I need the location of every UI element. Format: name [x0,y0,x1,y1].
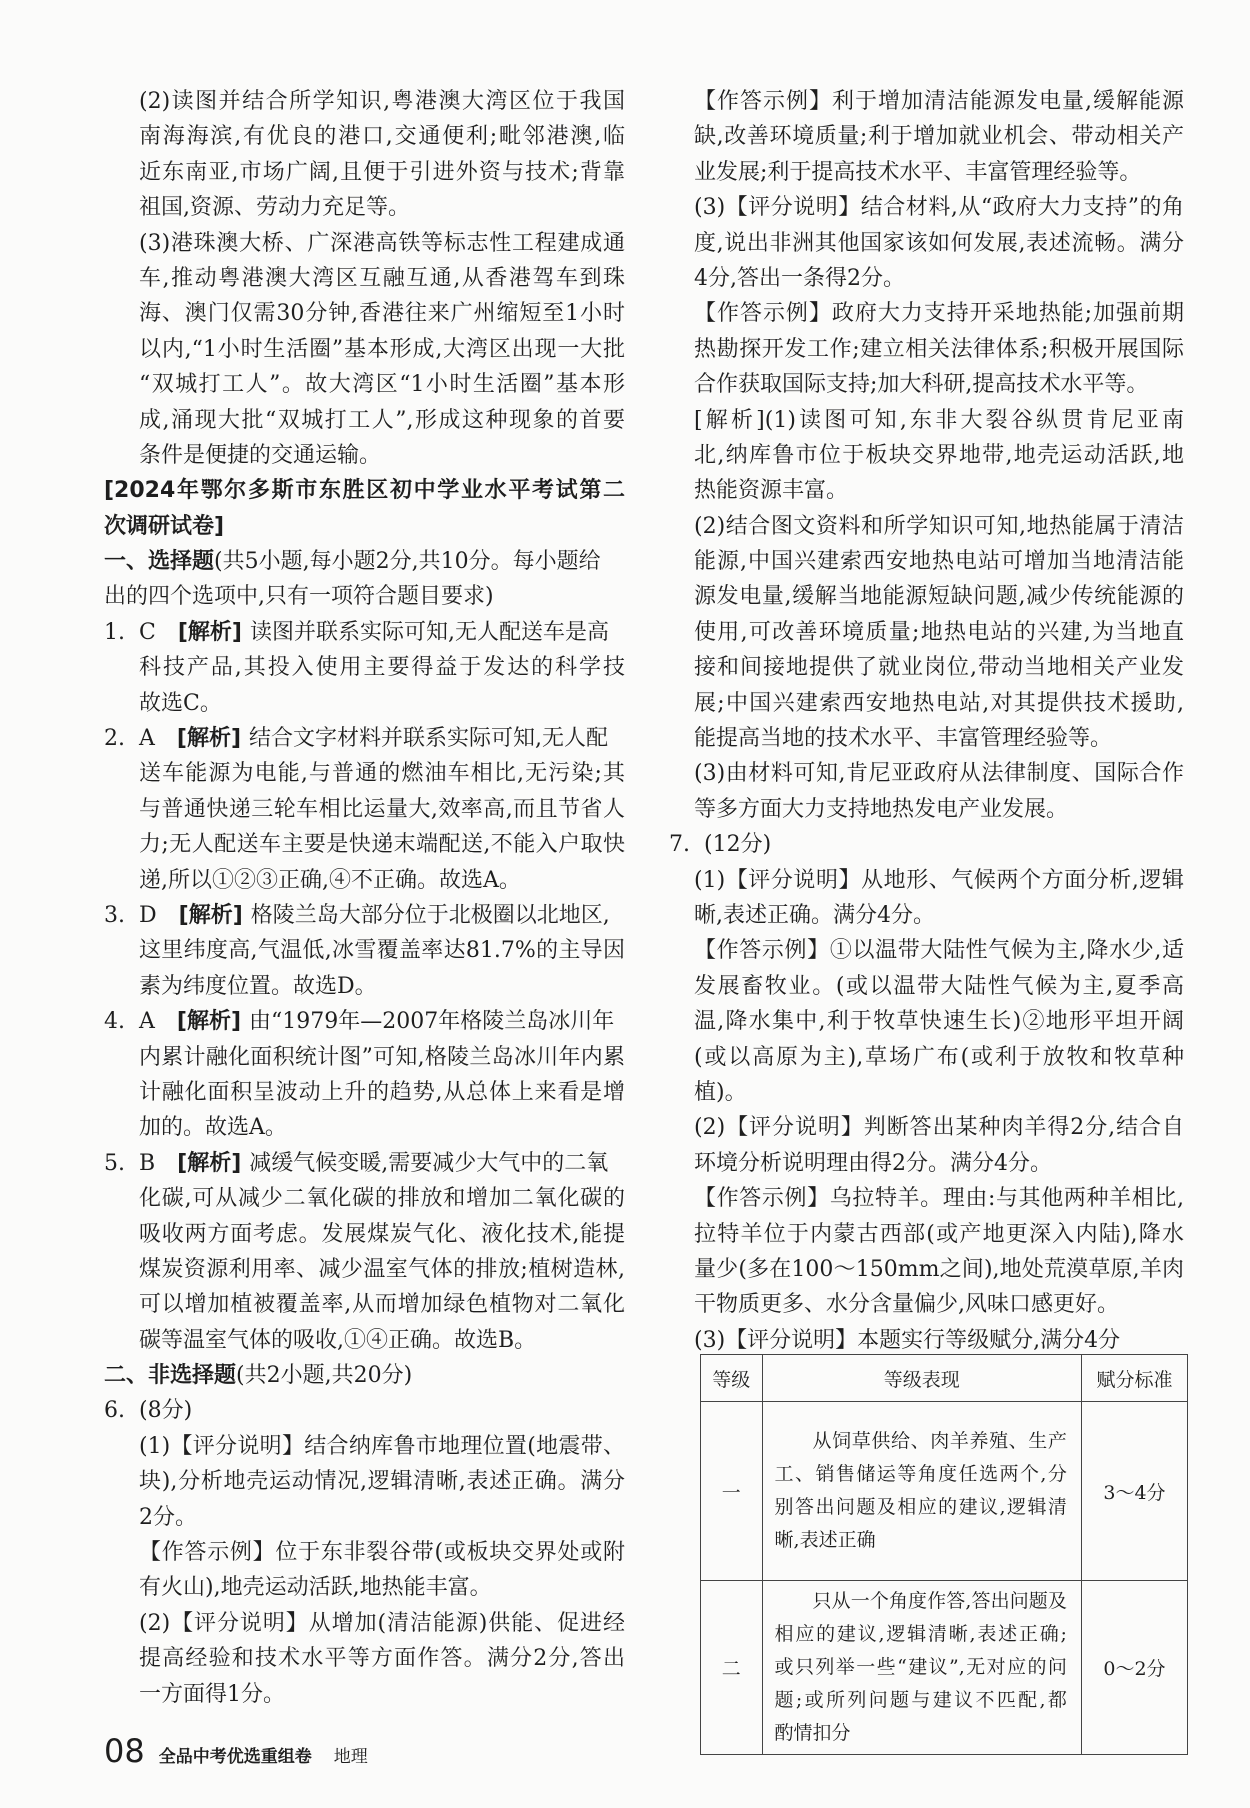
text-line: 北,纳库鲁市位于板块交界地带,地壳运动活跃,地 [694,442,1184,468]
text-line: 4分,答出一条得2分。 [694,265,905,291]
paragraph [669,190,1184,296]
question-number: 5. [104,1150,125,1176]
text-line: (3)【评分说明】本题实行等级赋分,满分4分 [694,1327,1121,1353]
analysis-tag: [解析] [176,726,242,752]
text-line: 缺,改善环境质量;利于增加就业机会、带动相关产 [694,124,1184,150]
book-title: 全品中考优选重组卷 [158,1747,312,1767]
paragraph [669,933,1184,1110]
text-line [104,615,625,650]
line-text: (共5小题,每小题2分,共10分。每小题给 [214,549,601,575]
question-number: 6. [104,1398,125,1424]
text-line: 热勘探开发工作;建立相关法律体系;积极开展国际 [694,336,1184,362]
question-item [104,1393,625,1428]
paragraph [669,1110,1184,1181]
header-level: 等级 [701,1355,763,1402]
text-line: 干物质更多、水分含量偏少,风味口感更好。 [694,1292,1119,1318]
paragraph [104,226,625,474]
cell-line: 相应的建议,逻辑清晰,表述正确; [774,1623,1067,1645]
performance-cell [762,1581,1081,1755]
line-text: (共2小题,共20分) [236,1363,413,1389]
answer: B [139,1150,156,1176]
text-line: 车,推动粤港澳大湾区互融互通,从香港驾车到珠 [139,265,625,291]
text-line: 使用,可改善环境质量;地热电站的兴建,为当地直 [694,619,1184,645]
line-text: 读图并联系实际可知,无人配送车是高 [249,619,609,645]
text-line [104,898,625,933]
text-line [104,721,625,756]
text-line: 发展畜牧业。(或以温带大陆性气候为主,夏季高 [694,973,1184,999]
text-line: (3)港珠澳大桥、广深港高铁等标志性工程建成通 [139,230,625,256]
paragraph [669,296,1184,402]
paragraph [669,863,1184,934]
performance-cell [762,1402,1081,1581]
answer: A [139,726,155,752]
text-line: 吸收两方面考虑。发展煤炭气化、液化技术,能提 [139,1221,625,1247]
text-line: 计融化面积呈波动上升的趋势,从总体上来看是增 [139,1079,625,1105]
text-line: 故选C。 [139,690,222,716]
answer: (12分) [704,832,772,858]
text-line: 祖国,资源、劳动力充足等。 [139,195,410,221]
level-cell: 二 [701,1581,763,1755]
text-line: “双城打工人”。故大湾区“1小时生活圈”基本形 [139,372,625,398]
paragraph [104,1429,625,1535]
analysis-tag: [解析] [177,1150,242,1176]
text-line: 环境分析说明理由得2分。满分4分。 [694,1150,1052,1176]
question-number: 3. [104,902,125,928]
question-item [104,615,625,721]
page-number: 08 [104,1732,145,1770]
text-line: 煤炭资源利用率、减少温室气体的排放;植树造林, [139,1256,625,1282]
section-heading [104,544,625,615]
text-line: 量少(多在100～150mm之间),地处荒漠草原,羊肉 [694,1256,1184,1282]
cell-line: 题;或所列问题与建议不匹配,都 [774,1689,1067,1711]
question-item [104,721,625,898]
paragraph [669,1323,1184,1358]
text-line: 晰,表述正确。满分4分。 [694,902,935,928]
text-line [104,1146,625,1181]
section-title: 二、非选择题 [104,1363,237,1389]
header-performance: 等级表现 [762,1355,1081,1402]
subject-label: 地理 [333,1747,368,1767]
text-line: 科技产品,其投入使用主要得益于发达的科学技 [139,655,625,681]
text-line: (2)结合图文资料和所学知识可知,地热能属于清洁 [694,513,1184,539]
score-cell: 0～2分 [1081,1581,1187,1755]
section-title: 一、选择题 [104,549,215,575]
text-line: 块),分析地壳运动情况,逻辑清晰,表述正确。满分 [139,1469,625,1495]
question-item [104,1146,625,1358]
text-line: (1)【评分说明】结合纳库鲁市地理位置(地震带、 [139,1433,625,1459]
answer: A [139,1009,155,1035]
text-line: 碳等温室气体的吸收,①④正确。故选B。 [139,1327,537,1353]
text-line: 【作答示例】政府大力支持开采地热能;加强前期 [694,301,1184,327]
text-line: [2024年鄂尔多斯市东胜区初中学业水平考试第二 [104,478,625,504]
text-line: 热能资源丰富。 [694,478,849,504]
answer: (8分) [139,1398,193,1424]
score-cell: 3～4分 [1081,1402,1187,1581]
text-line: 内累计融化面积统计图”可知,格陵兰岛冰川年内累 [139,1044,625,1070]
cell-line: 只从一个角度作答,答出问题及 [812,1590,1067,1612]
text-line: 展;中国兴建索西安地热电站,对其提供技术援助, [694,690,1184,716]
question-number: 1. [104,619,125,645]
grading-table [700,1354,1188,1755]
text-line: 以内,“1小时生活圈”基本形成,大湾区出现一大批 [139,336,625,362]
analysis-tag: [解析] [177,619,242,645]
line-text: 由“1979年—2007年格陵兰岛冰川年 [249,1009,615,1035]
paragraph [669,403,1184,509]
header-score: 赋分标准 [1081,1355,1187,1402]
text-line: 植)。 [694,1079,747,1105]
text-line: 提高经验和技术水平等方面作答。满分2分,答出 [139,1646,625,1672]
line-text: 减缓气候变暖,需要减少大气中的二氧 [249,1150,609,1176]
text-line: 能源,中国兴建索西安地热电站可增加当地清洁能 [694,549,1184,575]
cell-line: 或只列举一些“建议”,无对应的问 [774,1656,1067,1678]
text-line: 这里纬度高,气温低,冰雪覆盖率达81.7%的主导因 [139,938,625,964]
text-line [104,1004,625,1039]
text-line: 2分。 [139,1504,197,1530]
text-line: [解析](1)读图可知,东非大裂谷纵贯肯尼亚南 [694,407,1184,433]
table-row [701,1402,1188,1581]
text-line: 加的。故选A。 [139,1115,287,1141]
section-heading [104,1358,625,1393]
paragraph [669,84,1184,190]
text-line: 度,说出非洲其他国家该如何发展,表述流畅。满分 [694,230,1184,256]
question-item [104,898,625,1004]
text-line: (3)【评分说明】结合材料,从“政府大力支持”的角 [694,195,1184,221]
text-line: 合作获取国际支持;加大科研,提高技术水平等。 [694,372,1149,398]
text-line: 次调研试卷] [104,513,225,539]
text-line: 【作答示例】①以温带大陆性气候为主,降水少,适 [694,938,1184,964]
paragraph [104,1535,625,1606]
text-line: 源发电量,缓解当地能源短缺问题,减少传统能源的 [694,584,1184,610]
text-line: 等多方面大力支持地热发电产业发展。 [694,796,1069,822]
question-number: 2. [104,726,125,752]
text-line: (2)读图并结合所学知识,粤港澳大湾区位于我国 [139,89,625,114]
text-line: 化碳,可从减少二氧化碳的排放和增加二氧化碳的 [139,1186,625,1212]
text-line: 递,所以①②③正确,④不正确。故选A。 [139,867,521,893]
question-number: 4. [104,1009,125,1035]
text-line: (2)【评分说明】从增加(清洁能源)供能、促进经 [139,1610,625,1636]
text-line: 海、澳门仅需30分钟,香港往来广州缩短至1小时 [139,301,625,327]
paragraph [669,1181,1184,1323]
line-text: 格陵兰岛大部分位于北极圈以北地区, [250,902,610,928]
text-line: 南海海滨,有优良的港口,交通便利;毗邻港澳,临 [139,124,625,150]
left-column [104,84,625,1712]
text-line [669,827,1184,862]
cell-line: 晰,表述正确 [774,1529,876,1551]
text-line: 温,降水集中,利于牧草快速生长)②地形平坦开阔 [694,1009,1184,1035]
cell-line: 工、销售储运等角度任选两个,分 [774,1463,1067,1485]
line-text: 结合文字材料并联系实际可知,无人配 [249,726,609,752]
text-line [104,1393,625,1428]
table-header-row [701,1355,1188,1402]
cell-line: 从饲草供给、肉羊养殖、生产 [812,1430,1067,1452]
answer: C [139,619,156,645]
analysis-tag: [解析] [178,902,243,928]
cell-line: 酌情扣分 [774,1722,851,1744]
text-line: 拉特羊位于内蒙古西部(或产地更深入内陆),降水 [694,1221,1184,1247]
question-number: 7. [669,832,690,858]
text-line: 送车能源为电能,与普通的燃油车相比,无污染;其 [139,761,625,787]
text-line: (1)【评分说明】从地形、气候两个方面分析,逻辑 [694,867,1184,893]
text-line: (或以高原为主),草场广布(或利于放牧和牧草种 [694,1044,1184,1070]
paragraph [104,84,625,226]
exam-heading [104,473,625,544]
cell-line: 别答出问题及相应的建议,逻辑清 [774,1496,1067,1518]
table-row [701,1581,1188,1755]
question-item [669,827,1184,862]
text-line: 能提高当地的技术水平、丰富管理经验等。 [694,726,1113,752]
level-cell: 一 [701,1402,763,1581]
paragraph [669,509,1184,757]
text-line: 接和间接地提供了就业岗位,带动当地相关产业发 [694,655,1184,681]
text-line: 条件是便捷的交通运输。 [139,442,382,468]
text-line: 可以增加植被覆盖率,从而增加绿色植物对二氧化 [139,1292,625,1318]
paragraph [669,756,1184,827]
page-footer [104,1732,368,1772]
text-line: 业发展;利于提高技术水平、丰富管理经验等。 [694,159,1142,185]
text-line [104,1358,625,1393]
text-line: 【作答示例】位于东非裂谷带(或板块交界处或附 [139,1540,625,1566]
text-line: (3)由材料可知,肯尼亚政府从法律制度、国际合作 [694,761,1184,787]
text-line: 一方面得1分。 [139,1681,285,1707]
text-line: 有火山),地壳运动活跃,地热能丰富。 [139,1575,492,1601]
text-line: 出的四个选项中,只有一项符合题目要求) [104,584,494,610]
text-line: 【作答示例】乌拉特羊。理由:与其他两种羊相比, [694,1186,1184,1212]
right-column [669,84,1184,1358]
text-line: 成,涌现大批“双城打工人”,形成这种现象的首要 [139,407,625,433]
answer: D [139,902,157,928]
question-item [104,1004,625,1146]
text-line: 近东南亚,市场广阔,且便于引进外资与技术;背靠 [139,159,625,185]
paragraph [104,1606,625,1712]
text-line: (2)【评分说明】判断答出某种肉羊得2分,结合自 [694,1115,1184,1141]
text-line: 力;无人配送车主要是快递末端配送,不能入户取快 [139,832,625,858]
text-line: 与普通快递三轮车相比运量大,效率高,而且节省人 [139,796,625,822]
text-line [104,544,625,579]
text-line: 【作答示例】利于增加清洁能源发电量,缓解能源 [694,89,1184,114]
text-line: 素为纬度位置。故选D。 [139,973,377,999]
analysis-tag: [解析] [176,1009,242,1035]
